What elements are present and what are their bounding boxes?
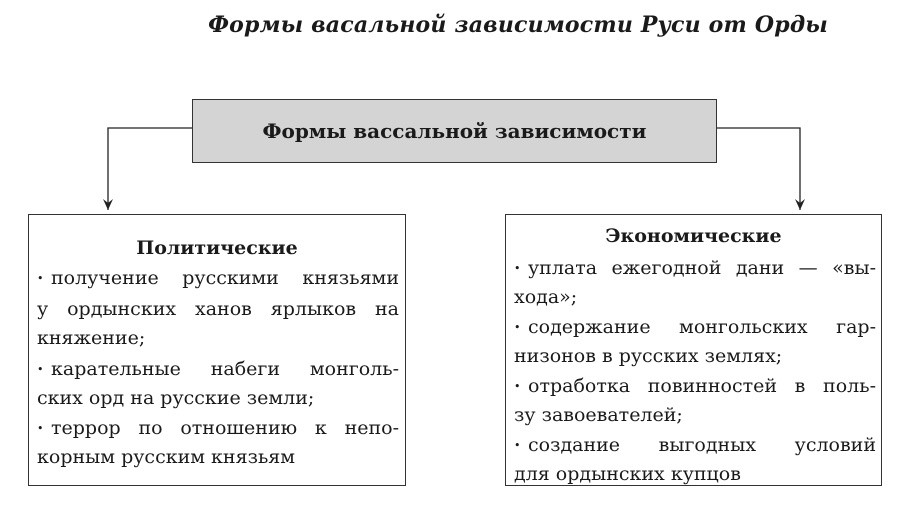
- economic-line-3: [514, 316, 876, 339]
- bullet-icon: •: [37, 363, 44, 376]
- economic-line-text: создание выгодных условий: [528, 434, 876, 456]
- economic-heading: Экономические: [605, 225, 782, 247]
- economic-line-5: [514, 375, 876, 398]
- political-line-text: террор по отношению к непо-: [51, 417, 399, 439]
- economic-line-6: [514, 404, 876, 426]
- political-line-text: княжение;: [37, 327, 146, 349]
- economic-line-text: низонов в русских землях;: [514, 345, 783, 367]
- political-line-5: [37, 387, 399, 409]
- economic-line-text: хода»;: [514, 286, 578, 308]
- political-line-text: ских орд на русские земли;: [37, 387, 315, 409]
- political-line-6: [37, 417, 399, 440]
- bullet-icon: •: [514, 439, 521, 452]
- economic-line-1: [514, 257, 876, 280]
- economic-line-8: [514, 463, 876, 485]
- political-line-text: у ордынских ханов ярлыков на: [37, 298, 399, 320]
- political-line-2: [37, 298, 399, 320]
- bullet-icon: •: [37, 272, 44, 285]
- connector-to-economic: [717, 128, 800, 210]
- economic-line-2: [514, 286, 876, 308]
- bullet-icon: •: [514, 380, 521, 393]
- political-heading: Политические: [136, 237, 298, 259]
- political-line-text: карательные набеги монголь-: [51, 358, 399, 380]
- bullet-icon: •: [514, 321, 521, 334]
- political-line-text: корным русским князьям: [37, 446, 296, 468]
- economic-line-text: уплата ежегодной дани — «вы-: [528, 257, 876, 279]
- political-box: [28, 214, 406, 486]
- bullet-icon: •: [514, 262, 521, 275]
- economic-line-text: зу завоевателей;: [514, 404, 683, 426]
- economic-box: [505, 214, 882, 486]
- economic-line-text: для ордынских купцов: [514, 463, 741, 485]
- economic-line-text: отработка повинностей в поль-: [528, 375, 876, 397]
- economic-line-4: [514, 345, 876, 367]
- political-line-text: получение русскими князьями: [51, 267, 399, 289]
- political-line-1: [37, 267, 399, 290]
- economic-line-text: содержание монгольских гар-: [528, 316, 876, 338]
- economic-line-7: [514, 434, 876, 457]
- political-line-3: [37, 327, 399, 349]
- diagram-title: Формы васальной зависимости Руси от Орды: [208, 12, 828, 38]
- connector-to-political: [108, 128, 192, 210]
- political-line-7: [37, 446, 399, 468]
- main-concept-label: Формы вассальной зависимости: [262, 119, 647, 143]
- main-concept-box: [192, 99, 717, 163]
- bullet-icon: •: [37, 422, 44, 435]
- political-line-4: [37, 358, 399, 381]
